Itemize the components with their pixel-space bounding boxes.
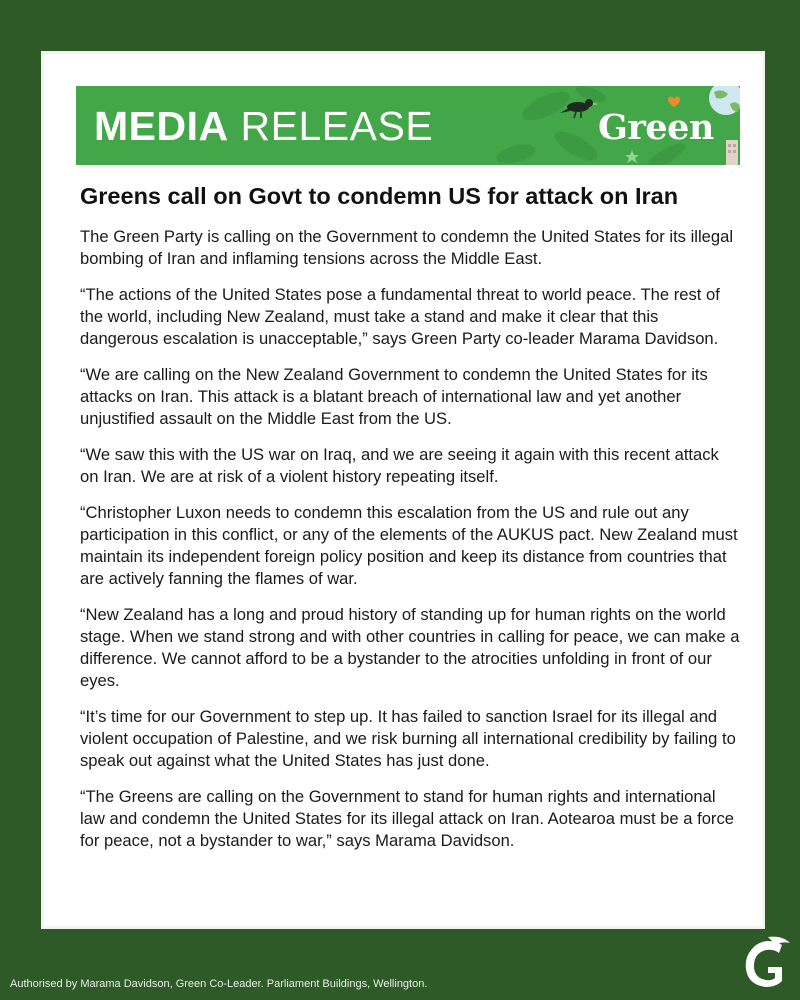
- paragraph-2: “The actions of the United States pose a fundamental threat to world peace. The rest of the world, including New Zealand, must take a stand and make it clear that this dangerous escalation is unacceptable,” says Green Party co-leader Marama Davidson.: [80, 285, 720, 348]
- heart-icon: [668, 97, 680, 107]
- paragraph-1: The Green Party is calling on the Government to condemn the United States for its illegal bombing of Iran and inflaming tensions across the Middle East.: [80, 227, 734, 268]
- media-release-banner: [76, 86, 740, 165]
- star-icon: [625, 150, 639, 163]
- paragraph-7: “It’s time for our Government to step up. It has failed to sanction Israel for its illegal and violent occupation of Palestine, and we risk burning all international credibility by failing to speak out against what the United States has just done.: [80, 707, 736, 770]
- authorisation-footer: Authorised by Marama Davidson, Green Co-Leader. Parliament Buildings, Wellington.: [10, 978, 428, 990]
- banner-title: [94, 103, 434, 149]
- building-icon: [726, 140, 738, 165]
- paragraph-5: “Christopher Luxon needs to condemn this escalation from the US and rule out any participation in this conflict, or any of the elements of the AUKUS pact. New Zealand must maintain its independent foreign policy position and keep its distance from countries that are actively fanning the flames of war.: [80, 503, 738, 588]
- media-release-sheet: [44, 54, 762, 926]
- banner-title-light: RELEASE: [240, 103, 434, 149]
- paragraph-6: “New Zealand has a long and proud history of standing up for human rights on the world stage. When we stand strong and with other countries in calling for peace, we can make a difference. We cannot afford to be a bystander to the atrocities unfolding in front of our eyes.: [80, 605, 740, 690]
- green-brand-logo: Green: [598, 107, 714, 148]
- green-g-logo-icon: [738, 935, 794, 993]
- headline: Greens call on Govt to condemn US for attack on Iran: [80, 183, 679, 209]
- banner-title-bold: MEDIA: [94, 103, 229, 149]
- paragraph-4: “We saw this with the US war on Iraq, and we are seeing it again with this recent attack on Iran. We are at risk of a violent history repeating itself.: [80, 445, 719, 486]
- paragraph-3: “We are calling on the New Zealand Government to condemn the United States for its attacks on Iran. This attack is a blatant breach of international law and yet another unjustified assault on the Middle East from the US.: [80, 365, 708, 428]
- paragraph-8: “The Greens are calling on the Government to stand for human rights and international law and condemn the United States for its illegal attack on Iran. Aotearoa must be a force for peace, not a bystander to war,” says Marama Davidson.: [80, 787, 734, 850]
- release-body: [80, 181, 740, 866]
